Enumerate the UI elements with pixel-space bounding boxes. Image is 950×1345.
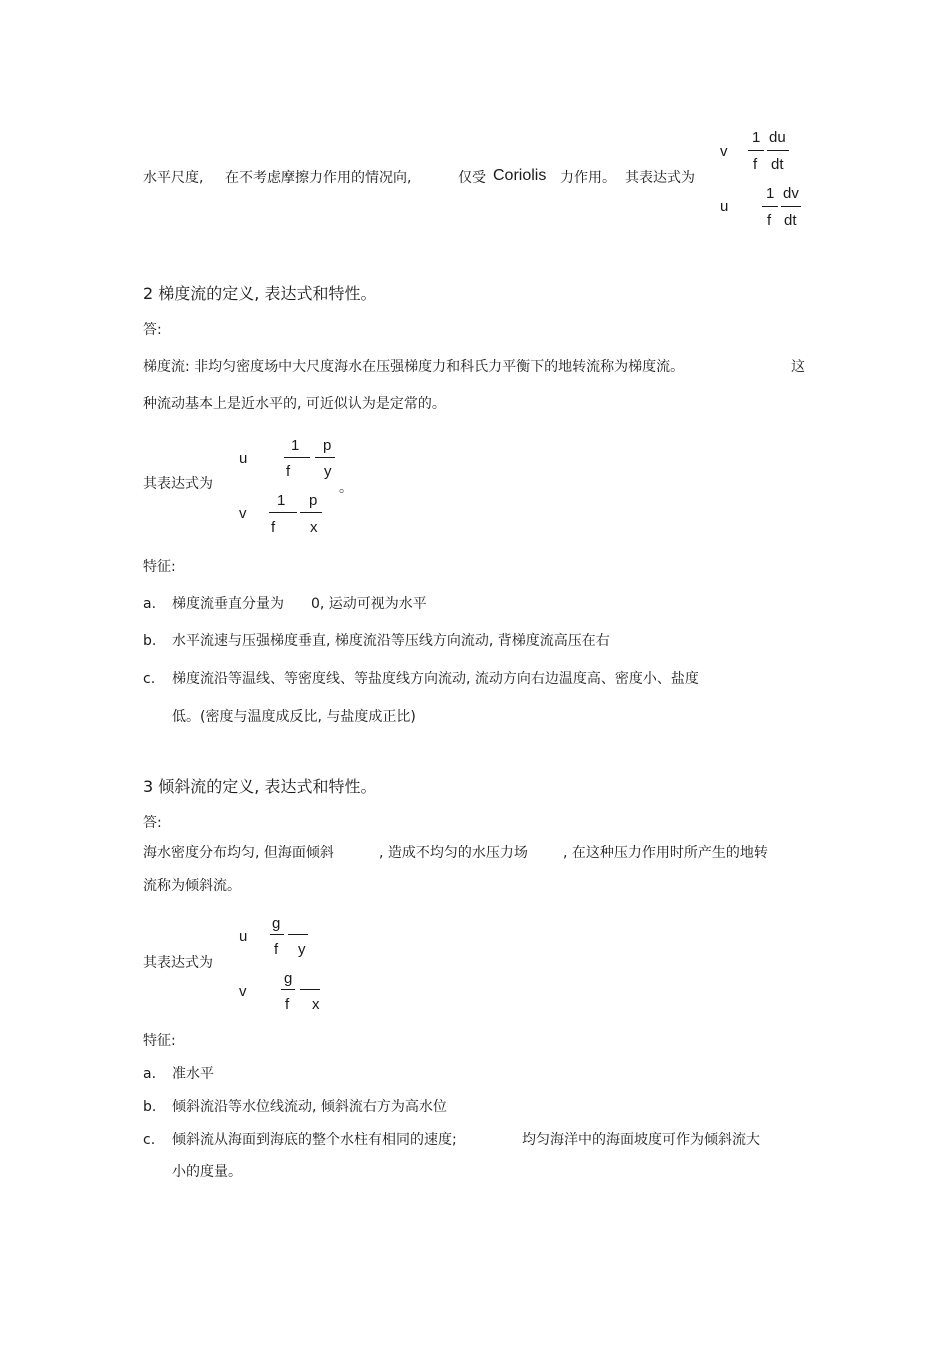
section-2-heading: 2 梯度流的定义, 表达式和特性。 — [143, 284, 377, 303]
list-text: 倾斜流从海面到海底的整个水柱有相同的速度; — [172, 1132, 457, 1148]
eq-denominator: dt — [771, 156, 784, 173]
definition-line-1: 梯度流: 非均匀密度场中大尺度海水在压强梯度力和科氏力平衡下的地转流称为梯度流。 — [143, 359, 685, 375]
list-text: 倾斜流沿等水位线流动, 倾斜流右方为高水位 — [172, 1099, 447, 1115]
eq-denominator: f — [286, 463, 291, 480]
definition-line-1a: 海水密度分布均匀, 但海面倾斜 — [143, 845, 334, 861]
fraction-bar — [300, 512, 322, 513]
list-text: 0, 运动可视为水平 — [311, 596, 427, 612]
fraction-bar — [781, 206, 801, 207]
section-3-heading: 3 倾斜流的定义, 表达式和特性。 — [143, 777, 377, 796]
eq-lhs: v — [239, 505, 247, 522]
answer-label: 答: — [143, 322, 162, 338]
eq-lhs: v — [239, 983, 247, 1000]
eq-denominator: f — [285, 996, 290, 1013]
definition-line-2: 流称为倾斜流。 — [143, 878, 241, 894]
fraction-bar — [269, 512, 297, 513]
eq-numerator: 1 — [752, 129, 761, 146]
text-expression-is: 其表达式为 — [625, 170, 695, 186]
expression-label: 其表达式为 — [143, 955, 213, 971]
list-text: 梯度流沿等温线、等密度线、等盐度线方向流动, 流动方向右边温度高、密度小、盐度 — [172, 671, 699, 687]
fraction-bar — [284, 457, 310, 458]
eq-numerator: du — [769, 129, 786, 146]
features-label: 特征: — [143, 559, 176, 575]
text-horizontal-scale: 水平尺度, — [143, 170, 204, 186]
eq-denominator: x — [312, 996, 320, 1013]
fraction-bar — [300, 989, 320, 990]
eq-denominator: f — [274, 941, 279, 958]
definition-line-2: 种流动基本上是近水平的, 可近似认为是定常的。 — [143, 396, 446, 412]
list-text: 准水平 — [172, 1066, 214, 1082]
eq-numerator: 1 — [277, 492, 286, 509]
eq-lhs: u — [239, 928, 248, 945]
eq-denominator: f — [753, 156, 758, 173]
period: 。 — [339, 480, 353, 496]
eq-denominator: f — [767, 212, 772, 229]
eq-numerator: g — [272, 915, 281, 932]
list-text: 水平流速与压强梯度垂直, 梯度流沿等压线方向流动, 背梯度流高压在右 — [172, 633, 610, 649]
fraction-bar — [288, 934, 308, 935]
text-coriolis: Coriolis — [493, 167, 547, 184]
features-label: 特征: — [143, 1033, 176, 1049]
list-text-continued: 低。(密度与温度成反比, 与盐度成正比) — [172, 709, 416, 725]
eq-lhs: v — [720, 143, 728, 160]
answer-label: 答: — [143, 815, 162, 831]
list-marker: c. — [143, 1132, 156, 1148]
list-marker: a. — [143, 596, 157, 612]
eq-numerator: p — [309, 492, 318, 509]
list-marker: b. — [143, 1099, 157, 1115]
list-marker: c. — [143, 671, 156, 687]
list-marker: a. — [143, 1066, 157, 1082]
eq-denominator: dt — [784, 212, 797, 229]
text-force: 力作用。 — [560, 170, 616, 186]
fraction-bar — [762, 206, 778, 207]
text-only: 仅受 — [458, 170, 486, 186]
list-text: 梯度流垂直分量为 — [172, 596, 284, 612]
eq-numerator: 1 — [766, 185, 775, 202]
eq-lhs: u — [720, 198, 729, 215]
eq-numerator: g — [284, 970, 293, 987]
eq-lhs: u — [239, 450, 248, 467]
text-no-friction: 在不考虑摩擦力作用的情况向, — [225, 170, 412, 186]
fraction-bar — [748, 150, 764, 151]
fraction-bar — [315, 457, 335, 458]
eq-denominator: y — [324, 463, 332, 480]
eq-numerator: dv — [783, 185, 799, 202]
definition-line-1c: , 在这种压力作用时所产生的地转 — [563, 845, 768, 861]
fraction-bar — [270, 934, 284, 935]
eq-numerator: p — [323, 437, 332, 454]
list-text: 均匀海洋中的海面坡度可作为倾斜流大 — [522, 1132, 760, 1148]
list-marker: b. — [143, 633, 157, 649]
eq-numerator: 1 — [291, 437, 300, 454]
fraction-bar — [281, 989, 295, 990]
definition-line-1-end: 这 — [791, 359, 805, 375]
eq-denominator: x — [310, 519, 318, 536]
fraction-bar — [767, 150, 789, 151]
eq-denominator: f — [271, 519, 276, 536]
expression-label: 其表达式为 — [143, 476, 213, 492]
definition-line-1b: , 造成不均匀的水压力场 — [379, 845, 528, 861]
list-text-continued: 小的度量。 — [172, 1164, 242, 1180]
eq-denominator: y — [298, 941, 306, 958]
